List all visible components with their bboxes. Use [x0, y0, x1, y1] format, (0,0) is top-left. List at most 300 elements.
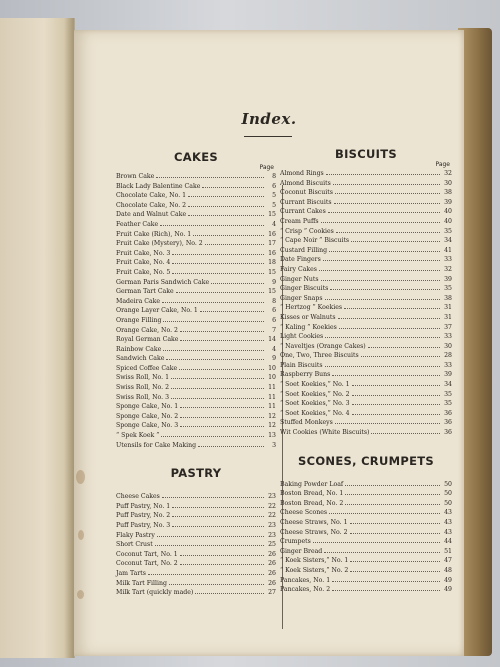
index-entry — [116, 220, 276, 230]
entry-name: “ Crisp ” Cookies — [280, 227, 334, 235]
index-entry — [116, 306, 276, 316]
index-page — [74, 30, 464, 656]
index-entry — [116, 172, 276, 182]
index-entry — [280, 566, 452, 576]
index-entry — [116, 521, 276, 531]
index-entry — [280, 585, 452, 595]
entry-page-number: 44 — [444, 538, 452, 546]
entry-page-number: 37 — [444, 323, 452, 331]
entry-page-number: 39 — [444, 275, 452, 283]
index-entry — [116, 492, 276, 502]
entry-page-number: 35 — [444, 227, 452, 235]
entry-page-number: 6 — [272, 182, 276, 190]
entry-page-number: 10 — [268, 364, 276, 372]
entry-page-number: 30 — [444, 179, 452, 187]
entry-name: Pancakes, No. 1 — [280, 576, 331, 584]
index-entry — [116, 364, 276, 374]
entry-page-number: 6 — [272, 316, 276, 324]
leader-dots — [172, 521, 264, 527]
index-entry — [116, 239, 276, 249]
index-entry — [116, 412, 276, 422]
entry-page-number: 22 — [268, 512, 276, 520]
index-entry — [116, 402, 276, 412]
entry-page-number: 18 — [268, 259, 276, 267]
index-entry — [116, 345, 276, 355]
index-entry — [280, 537, 452, 547]
entry-page-number: 36 — [444, 429, 452, 437]
entry-page-number: 35 — [444, 400, 452, 408]
index-entry — [280, 332, 452, 342]
index-entry — [116, 287, 276, 297]
entry-page-number: 39 — [444, 198, 452, 206]
entry-page-number: 12 — [268, 422, 276, 430]
index-entry — [280, 207, 452, 217]
leader-dots — [350, 528, 440, 534]
entry-page-number: 28 — [444, 352, 452, 360]
entry-name: Currant Biscuits — [280, 198, 332, 206]
leader-dots — [321, 217, 440, 223]
index-entry — [280, 489, 452, 499]
entry-page-number: 9 — [272, 355, 276, 363]
index-entry — [280, 236, 452, 246]
leader-dots — [319, 265, 440, 271]
entry-name: Cream Puffs — [280, 217, 319, 225]
entry-page-number: 34 — [444, 237, 452, 245]
index-entry — [116, 278, 276, 288]
leader-dots — [180, 326, 264, 332]
entry-page-number: 23 — [268, 531, 276, 539]
index-entry — [280, 323, 452, 333]
entry-name: Cheese Straws, No. 2 — [280, 528, 348, 536]
entry-name: Utensils for Cake Making — [116, 441, 197, 449]
index-entry — [280, 556, 452, 566]
index-entry — [116, 335, 276, 345]
entry-page-number: 39 — [444, 371, 452, 379]
entry-name: Cheese Cakes — [116, 493, 160, 501]
entry-page-number: 41 — [444, 246, 452, 254]
leader-dots — [166, 354, 264, 360]
entry-name: “ Cape Noir ” Biscuits — [280, 237, 350, 245]
leader-dots — [180, 559, 264, 565]
index-entry — [280, 265, 452, 275]
entry-name: Orange Filling — [116, 316, 162, 324]
entry-page-number: 43 — [444, 509, 452, 517]
leader-dots — [176, 287, 264, 293]
entry-name: Swiss Roll, No. 1 — [116, 374, 170, 382]
index-entry — [116, 191, 276, 201]
leader-dots — [171, 373, 264, 379]
entry-page-number: 4 — [272, 220, 276, 228]
entry-name: Flaky Pastry — [116, 531, 155, 539]
leader-dots — [172, 249, 264, 255]
entry-page-number: 31 — [444, 304, 452, 312]
entry-page-number: 4 — [272, 345, 276, 353]
right-column — [280, 147, 452, 595]
entry-name: Fruit Cake, No. 3 — [116, 249, 171, 257]
index-entry — [280, 499, 452, 509]
index-entry — [116, 569, 276, 579]
leader-dots — [161, 431, 264, 437]
entry-name: Chocolate Cake, No. 1 — [116, 192, 187, 200]
index-entry — [280, 399, 452, 409]
entry-page-number: 40 — [444, 217, 452, 225]
index-entry — [116, 540, 276, 550]
leader-dots — [205, 239, 264, 245]
leader-dots — [335, 188, 440, 194]
entry-page-number: 43 — [444, 528, 452, 536]
index-entry — [280, 275, 452, 285]
leader-dots — [345, 499, 440, 505]
entry-name: “ Koek Sisters,” No. 1 — [280, 557, 349, 565]
index-entry — [280, 576, 452, 586]
entry-name: Fruit Cake, No. 4 — [116, 259, 171, 267]
entry-page-number: 16 — [268, 230, 276, 238]
leader-dots — [163, 316, 264, 322]
index-entry — [280, 428, 452, 438]
entry-name: Fairy Cakes — [280, 265, 317, 273]
entry-page-number: 30 — [444, 342, 452, 350]
leader-dots — [368, 342, 440, 348]
index-entry — [280, 246, 452, 256]
entry-page-number: 9 — [272, 278, 276, 286]
entry-name: “ Soet Koekies,” No. 3 — [280, 400, 350, 408]
index-entry — [280, 370, 452, 380]
index-entry — [116, 421, 276, 431]
leader-dots — [169, 579, 264, 585]
entry-page-number: 36 — [444, 409, 452, 417]
leader-dots — [313, 537, 440, 543]
entry-page-number: 14 — [268, 336, 276, 344]
entry-name: Cheese Straws, No. 1 — [280, 519, 348, 526]
entry-name: “ Koek Sisters,” No. 2 — [280, 566, 349, 574]
entry-page-number: 38 — [444, 294, 452, 302]
index-entry — [280, 480, 452, 490]
index-entry — [280, 198, 452, 208]
leader-dots — [211, 278, 264, 284]
leader-dots — [326, 169, 440, 175]
index-entry — [280, 508, 452, 518]
entry-page-number: 26 — [268, 560, 276, 568]
index-entry — [116, 441, 276, 451]
entry-page-number: 15 — [268, 288, 276, 296]
leader-dots — [179, 364, 264, 370]
entry-name: Custard Filling — [280, 246, 328, 254]
index-entry — [280, 342, 452, 352]
index-entry — [116, 550, 276, 560]
index-entry — [116, 182, 276, 192]
leader-dots — [195, 588, 264, 594]
entry-name: Sponge Cake, No. 1 — [116, 403, 179, 411]
entry-page-number: 27 — [268, 589, 276, 597]
index-entry — [280, 518, 452, 528]
leader-dots — [371, 428, 440, 434]
entry-name: Fruit Cake (Mystery), No. 2 — [116, 240, 203, 248]
leader-dots — [171, 383, 264, 389]
leader-dots — [339, 323, 440, 329]
leader-dots — [325, 332, 440, 338]
entry-name: Almond Biscuits — [280, 179, 331, 187]
leader-dots — [338, 313, 440, 319]
index-entry — [280, 188, 452, 198]
entry-name: German Tart Cake — [116, 288, 174, 296]
foxing-spot — [76, 470, 85, 484]
entry-page-number: 34 — [444, 381, 452, 389]
leader-dots — [332, 576, 440, 582]
entry-page-number: 17 — [268, 240, 276, 248]
entry-name: Date Fingers — [280, 256, 321, 264]
index-entry — [280, 227, 452, 237]
leader-dots — [156, 172, 264, 178]
entry-page-number: 26 — [268, 579, 276, 587]
entry-page-number: 15 — [268, 211, 276, 219]
section-heading-biscuits: BISCUITS — [335, 147, 397, 161]
leader-dots — [162, 492, 264, 498]
entry-name: Sponge Cake, No. 3 — [116, 422, 179, 430]
index-entry — [116, 502, 276, 512]
index-entry — [116, 316, 276, 326]
leader-dots — [328, 207, 440, 213]
entry-name: Light Cookies — [280, 333, 324, 341]
section-heading-cakes: CAKES — [174, 150, 218, 164]
index-entry — [116, 393, 276, 403]
leader-dots — [330, 284, 440, 290]
leader-dots — [180, 421, 264, 427]
entry-name: Milk Tart Filling — [116, 579, 167, 587]
index-entry — [116, 511, 276, 521]
index-entry — [280, 179, 452, 189]
entry-page-number: 6 — [272, 307, 276, 315]
leader-dots — [334, 198, 440, 204]
leader-dots — [352, 380, 440, 386]
index-entry — [116, 373, 276, 383]
entry-page-number: 49 — [444, 576, 452, 584]
leader-dots — [180, 550, 264, 556]
cakes-list — [116, 172, 276, 450]
entry-page-number: 11 — [268, 403, 276, 411]
leader-dots — [351, 236, 440, 242]
index-entry — [280, 294, 452, 304]
entry-name: “ Soet Koekies,” No. 4 — [280, 409, 350, 417]
leader-dots — [180, 412, 264, 418]
entry-name: “ Kaling ” Koekies — [280, 323, 337, 331]
index-entry — [280, 409, 452, 419]
entry-name: Wit Cookies (White Biscuits) — [280, 429, 370, 437]
leader-dots — [352, 409, 440, 415]
entry-name: Date and Walnut Cake — [116, 211, 187, 219]
entry-name: Stuffed Monkeys — [280, 419, 333, 427]
entry-page-number: 7 — [272, 326, 276, 334]
entry-name: Currant Cakes — [280, 208, 326, 216]
leader-dots — [336, 227, 440, 233]
leader-dots — [345, 489, 440, 495]
entry-page-number: 32 — [444, 265, 452, 273]
entry-name: “ Naveltjes (Orange Cakes) — [280, 342, 366, 350]
biscuits-list — [280, 169, 452, 438]
leader-dots — [200, 306, 264, 312]
leader-dots — [335, 418, 440, 424]
section-heading-scones: SCONES, CRUMPETS — [298, 453, 434, 468]
index-entry — [116, 326, 276, 336]
index-entry — [280, 351, 452, 361]
index-entry — [116, 230, 276, 240]
leader-dots — [180, 402, 264, 408]
entry-page-number: 38 — [444, 189, 452, 197]
entry-name: Black Lady Balentine Cake — [116, 182, 201, 190]
index-entry — [280, 547, 452, 557]
leader-dots — [323, 255, 440, 261]
entry-page-number: 33 — [444, 256, 452, 264]
entry-name: Jam Tarts — [116, 569, 146, 577]
entry-page-number: 31 — [444, 313, 452, 321]
leader-dots — [329, 246, 440, 252]
index-entry — [280, 313, 452, 323]
page-column-label: Page — [435, 161, 450, 168]
entry-page-number: 10 — [268, 374, 276, 382]
leader-dots — [172, 502, 264, 508]
leader-dots — [188, 201, 264, 207]
entry-name: Spiced Coffee Cake — [116, 364, 178, 372]
entry-page-number: 48 — [444, 566, 452, 574]
entry-page-number: 5 — [272, 192, 276, 200]
entry-page-number: 15 — [268, 268, 276, 276]
index-entry — [280, 380, 452, 390]
leader-dots — [193, 230, 264, 236]
entry-name: Plain Biscuits — [280, 361, 323, 369]
entry-name: Ginger Bread — [280, 547, 323, 555]
leader-dots — [344, 303, 440, 309]
leader-dots — [332, 585, 440, 591]
leader-dots — [171, 393, 264, 399]
entry-page-number: 47 — [444, 557, 452, 565]
entry-name: Crumpets — [280, 538, 311, 546]
entry-name: Coconut Tart, No. 2 — [116, 560, 178, 568]
index-entry — [280, 217, 452, 227]
entry-name: Coconut Biscuits — [280, 189, 333, 197]
entry-page-number: 49 — [444, 586, 452, 594]
entry-page-number: 12 — [268, 412, 276, 420]
leader-dots — [329, 508, 440, 514]
index-entry — [116, 559, 276, 569]
entry-page-number: 23 — [268, 493, 276, 501]
leader-dots — [350, 556, 440, 562]
leader-dots — [160, 220, 264, 226]
leader-dots — [172, 258, 264, 264]
leader-dots — [325, 294, 440, 300]
index-entry — [116, 588, 276, 598]
entry-page-number: 33 — [444, 333, 452, 341]
entry-page-number: 35 — [444, 285, 452, 293]
entry-page-number: 16 — [268, 249, 276, 257]
entry-page-number: 40 — [444, 208, 452, 216]
leader-dots — [324, 547, 440, 553]
entry-name: German Paris Sandwich Cake — [116, 278, 210, 286]
index-entry — [116, 531, 276, 541]
index-entry — [116, 249, 276, 259]
leader-dots — [155, 540, 264, 546]
entry-name: Swiss Roll, No. 2 — [116, 384, 170, 392]
scones-list — [280, 480, 452, 595]
leader-dots — [180, 335, 264, 341]
entry-page-number: 26 — [268, 550, 276, 558]
section-heading-pastry: PASTRY — [170, 466, 222, 481]
index-entry — [116, 297, 276, 307]
leader-dots — [163, 345, 264, 351]
title-underline — [244, 136, 292, 137]
index-entry — [280, 169, 452, 179]
entry-name: Kisses or Walnuts — [280, 313, 336, 321]
index-entry — [280, 528, 452, 538]
leader-dots — [157, 531, 264, 537]
index-entry — [280, 418, 452, 428]
entry-name: Almond Rings — [280, 170, 324, 177]
entry-name: Milk Tart (quickly made) — [116, 589, 194, 597]
entry-name: Raspberry Buns — [280, 371, 331, 379]
entry-name: Puff Pastry, No. 3 — [116, 522, 171, 529]
entry-page-number: 8 — [272, 297, 276, 305]
leader-dots — [350, 518, 440, 524]
entry-name: Sandwich Cake — [116, 355, 165, 363]
entry-page-number: 25 — [268, 541, 276, 549]
entry-name: Royal German Cake — [116, 336, 179, 344]
entry-name: Boston Bread, No. 1 — [280, 490, 344, 498]
leader-dots — [172, 268, 264, 274]
facing-page — [0, 18, 75, 658]
entry-page-number: 32 — [444, 170, 452, 177]
leader-dots — [162, 297, 264, 303]
entry-name: Pancakes, No. 2 — [280, 586, 331, 594]
index-entry — [116, 258, 276, 268]
entry-name: Rainbow Cake — [116, 345, 162, 353]
entry-name: Ginger Snaps — [280, 294, 323, 302]
entry-name: Brown Cake — [116, 173, 155, 180]
entry-page-number: 11 — [268, 393, 276, 401]
entry-name: Baking Powder Loaf — [280, 480, 344, 488]
entry-name: Orange Cake, No. 2 — [116, 326, 178, 334]
entry-name: Chocolate Cake, No. 2 — [116, 201, 187, 209]
entry-name: Boston Bread, No. 2 — [280, 499, 344, 507]
leader-dots — [188, 210, 264, 216]
foxing-spot — [78, 530, 84, 540]
leader-dots — [325, 361, 440, 367]
index-entry — [116, 431, 276, 441]
index-entry — [116, 268, 276, 278]
entry-page-number: 8 — [272, 173, 276, 180]
entry-page-number: 13 — [268, 432, 276, 440]
entry-name: Cheese Scones — [280, 509, 328, 517]
entry-page-number: 50 — [444, 499, 452, 507]
entry-name: “ Spek Koek ” — [116, 432, 160, 440]
entry-name: Short Crust — [116, 541, 153, 549]
entry-page-number: 36 — [444, 419, 452, 427]
entry-name: “ Soet Koekies,” No. 1 — [280, 381, 350, 389]
pastry-list — [116, 492, 276, 598]
entry-name: Fruit Cake, No. 5 — [116, 268, 171, 276]
gutter-shadow — [64, 18, 74, 658]
index-entry — [280, 390, 452, 400]
entry-name: “ Soet Koekies,” No. 2 — [280, 390, 350, 398]
entry-page-number: 5 — [272, 201, 276, 209]
index-entry — [280, 255, 452, 265]
entry-name: Orange Layer Cake, No. 1 — [116, 307, 198, 315]
entry-page-number: 11 — [268, 384, 276, 392]
entry-name: Ginger Biscuits — [280, 285, 329, 293]
entry-page-number: 51 — [444, 547, 452, 555]
leader-dots — [321, 275, 440, 281]
entry-name: Madeira Cake — [116, 297, 161, 305]
leader-dots — [361, 351, 440, 357]
entry-name: Feather Cake — [116, 220, 159, 228]
entry-page-number: 3 — [272, 441, 276, 449]
